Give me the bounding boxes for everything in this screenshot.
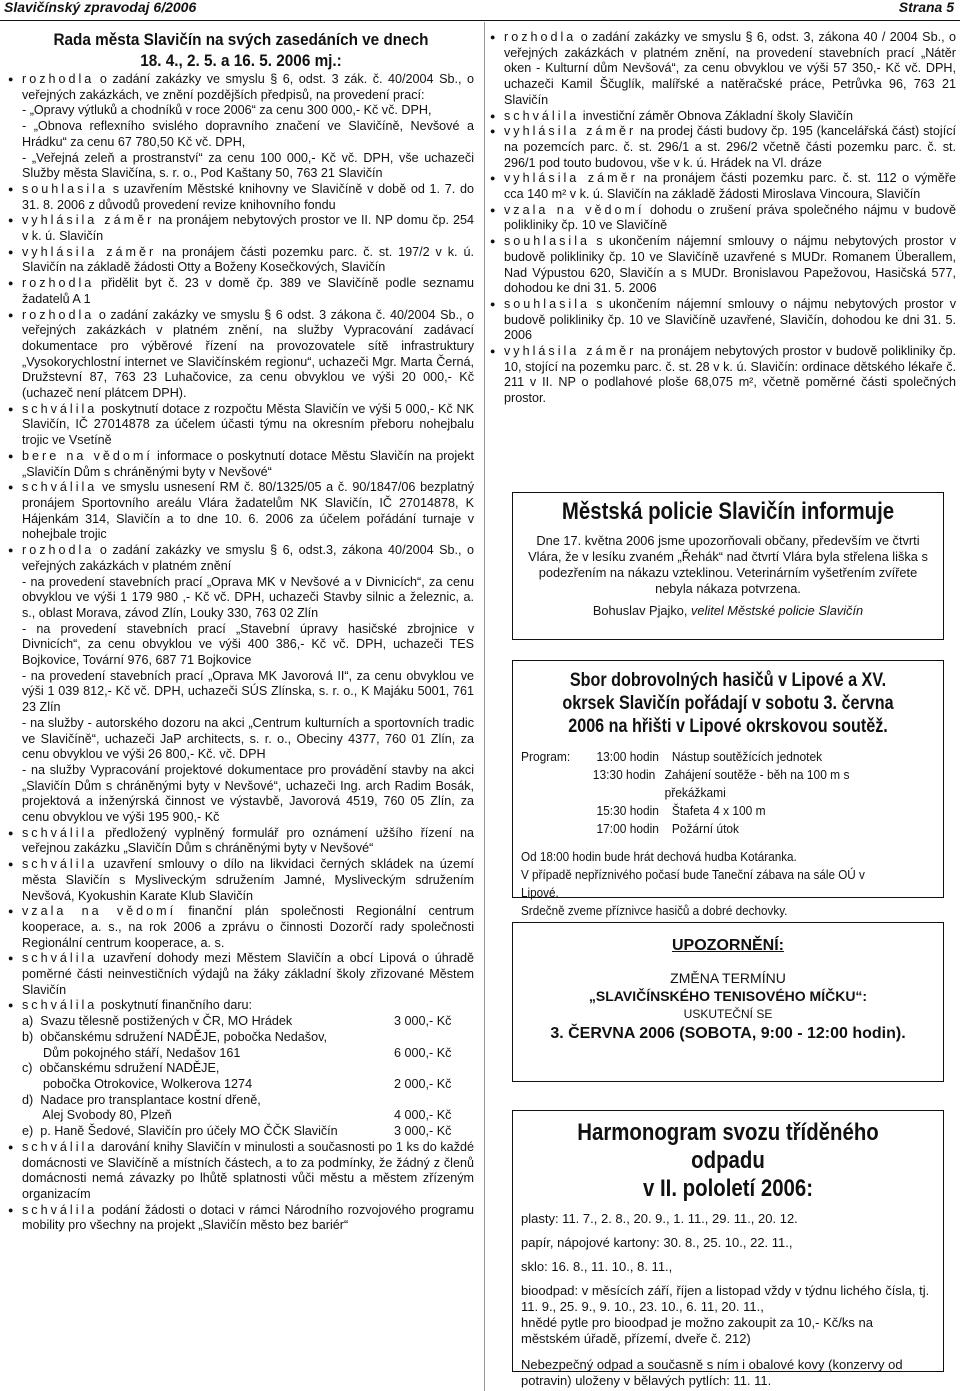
firemen-box: [512, 660, 944, 918]
resolution-text: o zadání zakázky ve smyslu § 6, odst. 3 zák. č. 40/2004 Sb., o veřejných zakázkách, ve znění pozdějších předpisů, na provedení prací:: [22, 72, 474, 102]
page-number: Strana 5: [898, 0, 954, 15]
resolution-text: na pronájem nebytových prostor v budově polikliniky čp. 10, stojící na pozemku parc. č. st. 28 v k. ú. Slavičín: ordinace dětského lékaře č. 211 v II. NP o podlahové ploše 68,075 m², včetně poměrné části společných prostor.: [504, 344, 956, 406]
gift-row: [8, 1124, 474, 1140]
gift-row: [8, 1046, 474, 1062]
resolution-text: ve smyslu usnesení RM č. 80/1325/05 a č. 90/1847/06 bezplatný pronájem Sportovního areálu Vlára žadatelům NK Slavičín, IČ 27014878, K Hájenkám 314, Slavičín a to dne 10. 6. 2006 za účelem pořádání turnaje v nohejbale trojic: [22, 480, 474, 542]
resolution-item: [8, 904, 474, 951]
resolution-text: - na služby Vypracování projektové dokumentace pro provádění stavby na akci „Slavičín Dům s chráněnými byty v Nevšové“, uchazeči Ing. arch Radim Bosák, projektová a inženýrská činnost ve výstavbě, Javorová 4519, 760 05 Zlín, za cenu obvyklou ve výši 195 900,- Kč: [22, 762, 474, 825]
resolution-item: [490, 203, 956, 234]
gift-recipient: e) p. Haně Šedové, Slavičín pro účely MO ČČK Slavičín: [22, 1124, 338, 1139]
resolution-item: [8, 951, 474, 998]
gift-amount: 3 000,- Kč: [394, 1014, 452, 1029]
resolution-keyword: schválila: [504, 108, 580, 123]
resolution-text: finanční plán společnosti Regionální centrum kooperace, a. s., na rok 2006 a zprávu o činnosti Dozorčí rady společnosti Regionální centrum kooperace, a. s.: [22, 904, 474, 950]
resolution-item: [8, 308, 474, 402]
left-column: [8, 30, 474, 1234]
gift-amount: 3 000,- Kč: [394, 1124, 452, 1139]
gift-row: [8, 1061, 474, 1077]
resolution-item: [8, 826, 474, 857]
resolution-keyword: rozhodla: [504, 30, 577, 44]
gift-row: [8, 1108, 474, 1124]
resolution-item: [8, 1140, 474, 1203]
right-column: [490, 30, 956, 407]
resolution-item: [8, 72, 474, 103]
program-activity: Požární útok: [671, 821, 740, 836]
council-resolutions: [8, 72, 474, 1014]
resolution-item: [8, 543, 474, 574]
council-resolutions-right: [490, 30, 956, 407]
waste-paper: papír, nápojové kartony: 30. 8., 25. 10., 22. 11.,: [521, 1235, 793, 1250]
resolution-item: [8, 857, 474, 904]
resolution-keyword: schválila: [22, 1202, 98, 1217]
waste-title: Harmonogram svozu tříděného odpadu: [577, 1119, 879, 1174]
resolution-text: - na provedení stavebních prací „Oprava MK Javorová II“, za cenu obvyklou ve výši 1 039 812,- Kč vč. DPH, uchazeči SÚS Zlínska, s. r. o., K Majáku 5001, 761 23 Zlín: [22, 668, 474, 715]
resolution-keyword: bere na vědomí: [22, 448, 153, 463]
resolution-keyword: schválila: [22, 951, 98, 966]
program-activity: Nástup soutěžících jednotek: [671, 749, 823, 764]
resolution-keyword: schválila: [22, 1139, 98, 1154]
publication-title: Slavičínský zpravodaj 6/2006: [4, 0, 197, 15]
resolution-keyword: vyhlásila záměr: [504, 124, 637, 139]
resolution-item: [8, 213, 474, 244]
gift-row: [8, 1077, 474, 1093]
resolution-text: investiční záměr Obnova Základní školy Slavičín: [579, 108, 853, 123]
resolution-text: - na provedení stavebních prací „Oprava MK v Nevšové a v Divnicích“, za cenu obvyklou ve výši 1 179 980 ,- Kč vč. DPH, uchazeči Stavby silnic a železnic, a. s., oblast Morava, závod Zlín, Louky 330, 763 02 Zlín: [22, 574, 474, 620]
program-row: [521, 802, 902, 820]
notice-takes-place: USKUTEČNÍ SE: [683, 1007, 773, 1021]
program-activity: Štafeta 4 x 100 m: [671, 803, 766, 818]
gift-amount: 4 000,- Kč: [394, 1108, 452, 1123]
program-label: [521, 766, 593, 802]
resolution-keyword: vzala na vědomí: [22, 904, 177, 919]
gift-row: [8, 1030, 474, 1046]
gift-amount: [394, 1093, 474, 1109]
resolution-item: [8, 103, 474, 119]
firemen-title: Sbor dobrovolných hasičů v Lipové a XV. okrsek Slavičín pořádají v sobotu 3. června 2006 na hřišti v Lipové okrskovou soutěž.: [562, 670, 894, 737]
gift-recipient: b) občanskému sdružení NADĚJE, pobočka Nedašov,: [22, 1029, 327, 1044]
resolution-keyword: souhlasila: [504, 234, 591, 249]
waste-bags: hnědé pytle pro bioodpad je možno zakoupit za 10,- Kč/ks na městském úřadě, přízemí, dveře č. 212): [521, 1315, 873, 1346]
waste-subtitle: v II. pololetí 2006:: [642, 1175, 814, 1202]
resolution-text: informace o poskytnutí dotace Městu Slavičín na projekt „Slavičín Dům s chráněnými byty v Nevšové“: [22, 448, 474, 479]
waste-bio: bioodpad: v měsících září, říjen a listopad vždy v týdnu lichého čísla, tj. 11. 9., 25. 9., 9. 10., 23. 10., 6. 11, 20. 11.,: [521, 1283, 930, 1314]
resolution-text: podání žádosti o dotaci v rámci Národního rozvojového programu mobility pro všechny na projekt „Slavičín město bez bariér“: [22, 1202, 474, 1233]
resolution-item: [490, 30, 956, 109]
notice-box: [512, 922, 944, 1082]
council-resolutions-2: [8, 1140, 474, 1234]
resolution-keyword: vyhlásila záměr: [504, 344, 637, 359]
resolution-item: [8, 449, 474, 480]
resolution-keyword: schválila: [22, 401, 98, 416]
resolution-text: přidělit byt č. 23 v domě čp. 389 ve Slavičíně podle seznamu žadatelů A 1: [22, 276, 474, 306]
resolution-keyword: rozhodla: [22, 276, 95, 291]
resolution-text: dohodu o zrušení práva společného nájmu v budově polikliniky čp. 10 ve Slavičíně: [504, 202, 956, 233]
resolution-text: s ukončením nájemní smlouvy o nájmu nebytových prostor v budově polikliniky čp. 10 ve Slavičíně uzavřené, Slavičín, dohodou ke dni 31. 5. 2006: [504, 296, 956, 343]
resolution-text: na pronájem části pozemku parc. č. st. 112 o výměře cca 140 m² v k. ú. Slavičín na základě žádosti Miroslava Vincoura, Slavičín: [504, 171, 956, 202]
gift-list: [8, 1014, 474, 1140]
resolution-item: [8, 182, 474, 213]
resolution-item: [490, 124, 956, 171]
resolution-keyword: schválila: [22, 998, 98, 1013]
resolution-keyword: schválila: [22, 857, 98, 872]
resolution-text: na pronájem nebytových prostor ve II. NP domu čp. 254 v k. ú. Slavičín: [22, 213, 474, 244]
note-music: Od 18:00 hodin bude hrát dechová hudba Kotáranka.: [521, 849, 797, 864]
resolution-keyword: vyhlásila záměr: [22, 213, 155, 228]
resolution-keyword: rozhodla: [22, 72, 95, 86]
gift-recipient: a) Svazu tělesně postižených v ČR, MO Hrádek: [22, 1014, 293, 1029]
notice-date: 3. ČERVNA 2006 (SOBOTA, 9:00 - 12:00 hodin).: [550, 1025, 906, 1042]
resolution-item: [8, 119, 474, 150]
resolution-keyword: rozhodla: [22, 543, 95, 558]
resolution-text: na pronájem části pozemku parc. č. st. 197/2 v k. ú. Slavičín na základě žádosti Otty a Boženy Kosečkových, Slavičín: [22, 244, 474, 275]
resolution-item: [8, 402, 474, 449]
column-divider: [484, 22, 485, 1391]
resolution-keyword: souhlasila: [22, 181, 109, 196]
resolution-text: poskytnutí dotace z rozpočtu Města Slavičín ve výši 5 000,- Kč NK Slavičín, IČ 27014878 za účelem účasti týmu na okresním přeboru nohejbalu trojic ve Vsetíně: [22, 401, 474, 448]
program-time: 17:00 hodin: [596, 821, 659, 836]
resolution-item: [490, 109, 956, 125]
resolution-text: o zadání zakázky ve smyslu § 6, odst.3, zákona 40/2004 Sb., o veřejných zakázkách v platném znění: [22, 543, 474, 573]
resolution-keyword: vyhlásila záměr: [504, 171, 638, 186]
program-label: [521, 820, 596, 838]
resolution-keyword: schválila: [22, 825, 98, 840]
resolution-text: - „Obnova reflexního svislého dopravního značení ve Slavičíně, Nevšové a Hrádku“ za cenu 67 780,50 Kč vč. DPH,: [22, 119, 474, 149]
resolution-text: uzavření dohody mezi Městem Slavičín a obcí Lipová o úhradě poměrné části neinvestičních výdajů na žáky základní školy zřizované Městem Slavičín: [22, 951, 474, 997]
police-box: [512, 492, 944, 640]
resolution-keyword: vyhlásila záměr: [22, 244, 157, 259]
resolution-item: [490, 297, 956, 344]
resolution-text: uzavření smlouvy o dílo na likvidaci černých skládek na území města Slavičín s Mysliveckým sdružením Jamné, Mysliveckým sdružením Nevšová, Kyokushin Karate Klub Slavičín: [22, 857, 474, 903]
resolution-keyword: souhlasila: [504, 296, 591, 311]
program-label: [521, 802, 596, 820]
resolution-text: s ukončením nájemní smlouvy o nájmu nebytových prostor v budově polikliniky čp. 10 ve Slavičíně uzavřené s MUDr. Romanem Überallem, Nad Výpustou 620, Slavičín a s MUDr. Bronislavou Papežovou, Hasičská 577, dohodou ke dni 31. 5. 2006: [504, 234, 956, 296]
program-activity: Zahájení soutěže - běh na 100 m s překážkami: [664, 767, 850, 800]
police-signature: [521, 603, 935, 619]
resolution-text: o zadání zakázky ve smyslu § 6 odst. 3 zákona č. 40/2004 Sb., o veřejných zakázkách v platném znění, na služby Vypracování zadávací dokumentace pro výběrové řízení na provozovatele sítě infrastruktury „Vysokorychlostní internet ve Slavičínském regionu“, uchazeči Mgr. Marta Černá, Družstevní 87, 763 23 Luhačovice, za cenu obvyklou ve výši 20 000,- Kč (uchazeč není plátcem DPH).: [22, 307, 474, 401]
waste-box: [512, 1110, 944, 1388]
gift-amount: 6 000,- Kč: [394, 1045, 452, 1060]
gift-amount: [394, 1030, 474, 1046]
police-text: Dne 17. května 2006 jsme upozorňovali občany, především ve čtvrti Vlára, že v lesíku zvaném „Řehák“ nad čtvrtí Vlára byla střelena liška s podezřením na nákazu vzteklinou. Veterinárním vyšetřením zvířete nebyla nákaza potvrzena.: [528, 533, 928, 596]
note-weather: V případě nepříznivého počasí bude Taneční zábava na sále OÚ v Lipové.: [521, 867, 865, 900]
resolution-item: [8, 763, 474, 826]
program-label: Program:: [521, 749, 571, 764]
resolution-keyword: rozhodla: [22, 307, 95, 322]
resolution-item: [8, 276, 474, 307]
program-time: 13:00 hodin: [596, 749, 659, 764]
resolution-item: [490, 344, 956, 407]
signature-name: Bohuslav Pjajko,: [592, 603, 688, 618]
program-time: 15:30 hodin: [596, 803, 659, 818]
program-time: 13:30 hodin: [592, 767, 656, 782]
resolution-text: na prodej části budovy čp. 195 (kancelářská část) stojící na pozemcích parc. č. st. 296/1 a st. 296/2 včetně části pozemku parc. č. st. 296/1 pod touto budovou, vše v k. ú. Hrádek na Vl. dráze: [504, 124, 956, 170]
waste-plastics: plasty: 11. 7., 2. 8., 20. 9., 1. 11., 29. 11., 20. 12.: [521, 1211, 798, 1226]
resolution-text: poskytnutí finančního daru:: [97, 998, 253, 1013]
firemen-program: [521, 748, 935, 838]
council-dates: 18. 4., 2. 5. a 16. 5. 2006 mj.:: [140, 51, 342, 70]
program-row: [521, 820, 902, 838]
resolution-item: [490, 234, 956, 297]
note-invite: Srdečně zveme příznivce hasičů a dobré dechovky.: [521, 903, 788, 918]
resolution-item: [8, 575, 474, 622]
police-title: Městská policie Slavičín informuje: [561, 498, 895, 525]
gift-recipient: pobočka Otrokovice, Wolkerova 1274: [22, 1077, 253, 1091]
resolution-item: [8, 245, 474, 276]
resolution-text: - „Opravy výtluků a chodníků v roce 2006“ za cenu 300 000,- Kč vč. DPH,: [22, 103, 432, 118]
header-divider: [0, 20, 960, 21]
resolution-text: předložený vyplněný formulář pro oznámení užšího řízení na veřejnou zakázku „Slavičín Dům s chráněnými byty v Nevšové“: [22, 825, 474, 856]
gift-row: [8, 1093, 474, 1109]
waste-glass: sklo: 16. 8., 11. 10., 8. 11.,: [521, 1259, 673, 1274]
resolution-text: - na služby - autorského dozoru na akci „Centrum kulturních a sportovních tradic ve Slavičíně“, uchazeči JaP architects, s. r. o., Obeciny 4377, 760 01 Zlín, za cenu obvyklou ve výši 26 800,- Kč. vč. DPH: [22, 715, 474, 762]
notice-event: „SLAVIČÍNSKÉHO TENISOVÉHO MÍČKU“:: [588, 988, 868, 1004]
resolution-text: o zadání zakázky ve smyslu § 6, odst. 3, zákona 40 / 2004 Sb., o veřejných zakázkách v platném znění, na provedení stavebních prací „Nátěr oken - Kulturní dům Nevšová“, za cenu obvyklou ve výši 57 350,- Kč vč. DPH, uchazeči Kamil Ščuglík, malířské a natěračské práce, Petrůvka 96, 763 21 Slavičín: [504, 30, 956, 107]
firemen-notes: [521, 848, 894, 920]
gift-recipient: c) občanskému sdružení NADĚJE,: [22, 1061, 220, 1076]
gift-recipient: Alej Svobody 80, Plzeň: [22, 1108, 172, 1123]
gift-recipient: d) Nadace pro transplantace kostní dřeně,: [22, 1092, 261, 1107]
council-title: Rada města Slavičín na svých zasedáních ve dnech: [53, 30, 429, 49]
gift-amount: 2 000,- Kč: [394, 1077, 452, 1091]
resolution-item: [8, 998, 474, 1014]
gift-recipient: Dům pokojného stáří, Nedašov 161: [22, 1045, 241, 1060]
notice-title: UPOZORNĚNÍ:: [672, 937, 784, 954]
resolution-text: darování knihy Slavičín v minulosti a současnosti po 1 ks do každé domácnosti ve Slavičíně a místních částech, a to za podmínky, že žádný z členů domácnosti nemá závazky po lhůtě splatnosti vůči městu a městem zřízeným organizacím: [22, 1139, 474, 1201]
resolution-keyword: schválila: [22, 480, 98, 495]
resolution-text: - na provedení stavebních prací „Stavební úpravy hasičské zbrojnice v Divnicích“, za cenu obvyklou ve výši 400 386,- Kč vč. DPH, uchazeči TES Bojkovice, Tovární 976, 687 71 Bojkovice: [22, 621, 474, 668]
page-header: [4, 0, 956, 18]
gift-row: [8, 1014, 474, 1030]
resolution-text: - „Veřejná zeleň a prostranství“ za cenu 100 000,- Kč vč. DPH, vše uchazeči Služby města Slavičína, s. r. o., Pod Kaštany 50, 763 21 Slavičín: [22, 150, 474, 181]
program-row: [521, 766, 902, 802]
notice-change: ZMĚNA TERMÍNU: [670, 970, 786, 986]
resolution-keyword: vzala na vědomí: [504, 202, 645, 217]
resolution-item: [490, 171, 956, 202]
resolution-item: [8, 480, 474, 543]
resolution-item: [8, 669, 474, 716]
resolution-item: [8, 716, 474, 763]
resolution-item: [8, 622, 474, 669]
resolution-item: [8, 1203, 474, 1234]
signature-role: velitel Městské policie Slavičín: [691, 603, 864, 618]
waste-hazard: Nebezpečný odpad a současně s ním i obalové kovy (konzervy od potravin) uloženy v bělavých pytlích: 11. 11.: [521, 1357, 903, 1388]
resolution-item: [8, 151, 474, 182]
gift-amount: [394, 1061, 474, 1077]
program-row: [521, 748, 902, 766]
resolution-text: s uzavřením Městské knihovny ve Slavičíně v době od 1. 7. do 31. 8. 2006 z důvodů provedení revize knihovního fondu: [22, 181, 474, 212]
